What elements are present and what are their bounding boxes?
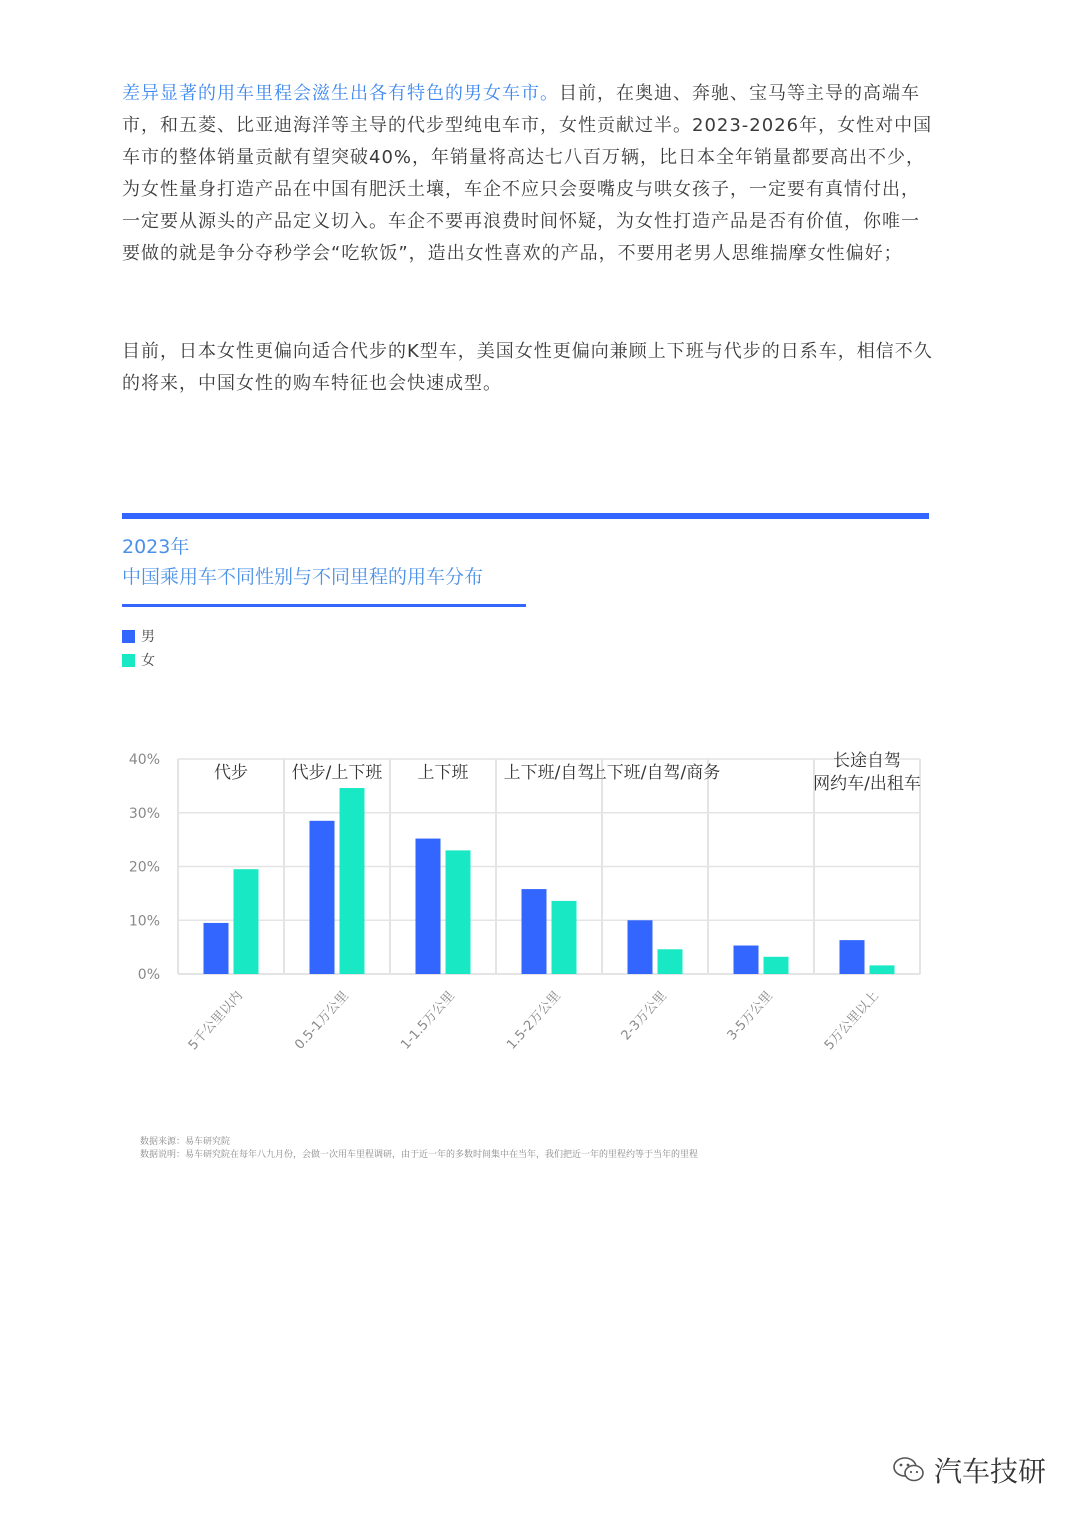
y-tick-label: 40% (128, 752, 160, 768)
y-tick-label: 10% (128, 913, 160, 930)
bar-female (446, 850, 471, 974)
legend-swatch-male (122, 630, 135, 643)
bar-male (204, 923, 229, 974)
x-tick-label: 1.5-2万公里 (504, 988, 564, 1053)
paragraph-2: 目前，日本女性更偏向适合代步的K型车，美国女性更偏向兼顾上下班与代步的日系车，相信不久的将来，中国女性的购车特征也会快速成型。 (122, 341, 933, 394)
chart-year: 2023年 (122, 536, 190, 558)
usage-label: 上下班/自驾 (503, 763, 595, 783)
x-tick-label: 2-3万公里 (618, 988, 670, 1044)
usage-label: 代步 (214, 763, 248, 783)
bar-female (340, 788, 365, 974)
usage-label: 上下班/自驾/商务 (589, 763, 721, 783)
usage-label: 长途自驾 (833, 751, 901, 771)
bar-male (310, 821, 335, 974)
paragraph-1-highlight: 差异显著的用车里程会滋生出各有特色的男女车市。 (122, 83, 559, 104)
bar-female (234, 869, 259, 974)
watermark-text: 汽车技研 (933, 1455, 1046, 1488)
paragraph-1 (122, 78, 934, 270)
watermark (892, 1450, 1046, 1490)
paragraph-1-text: 目前，在奥迪、奔驰、宝马等主导的高端车市，和五菱、比亚迪海洋等主导的代步型纯电车市，女性贡献过半。2023-2026年，女性对中国车市的整体销量贡献有望突破40%，年销量将高达七八百万辆，比日本全年销量都要高出不少，为女性量身打造产品在中国有肥沃土壤，车企不应只会耍嘴皮与哄女孩子，一定要有真情付出，一定要从源头的产品定义切入。车企不要再浪费时间怀疑，为女性打造产品是否有价值，你唯一要做的就是争分夺秒学会“吃软饭”，造出女性喜欢的产品，不要用老男人思维揣摩女性偏好； (122, 83, 933, 264)
usage-label: 代步/上下班 (291, 763, 383, 783)
data-note: 数据说明：易车研究院在每年八九月份，会做一次用车里程调研，由于近一年的多数时间集中在当年，我们把近一年的里程约等于当年的里程 (140, 1150, 699, 1160)
bar-male (522, 889, 547, 974)
y-tick-label: 30% (128, 805, 160, 822)
bar-female (552, 901, 577, 974)
usage-label: 上下班 (417, 763, 469, 783)
x-tick-label: 3-5万公里 (724, 988, 776, 1044)
usage-label: 网约车/出租车 (813, 774, 921, 794)
x-tick-label: 5万公里以上 (821, 988, 882, 1054)
y-tick-label: 0% (137, 967, 160, 983)
bar-male (628, 920, 653, 974)
bar-male (416, 839, 441, 974)
y-tick-label: 20% (128, 859, 160, 876)
wechat-icon (892, 1456, 926, 1484)
legend-swatch-female (122, 654, 135, 667)
section-divider (122, 513, 929, 519)
legend-label-female: 女 (141, 653, 155, 669)
legend-item-male (122, 626, 155, 646)
x-tick-label: 1-1.5万公里 (398, 988, 458, 1053)
bar-female (658, 949, 683, 974)
title-underline (122, 604, 526, 607)
bar-male (840, 940, 865, 974)
bar-male (734, 946, 759, 974)
x-tick-label: 0.5-1万公里 (292, 988, 352, 1053)
data-source: 数据来源：易车研究院 (140, 1137, 231, 1147)
legend-item-female (122, 650, 155, 670)
bar-female (870, 965, 895, 974)
x-tick-label: 5千公里以内 (185, 988, 246, 1054)
bar-chart (0, 740, 1080, 1080)
legend-label-male: 男 (141, 629, 155, 645)
bar-female (764, 957, 789, 974)
chart-title: 中国乘用车不同性别与不同里程的用车分布 (122, 566, 484, 588)
